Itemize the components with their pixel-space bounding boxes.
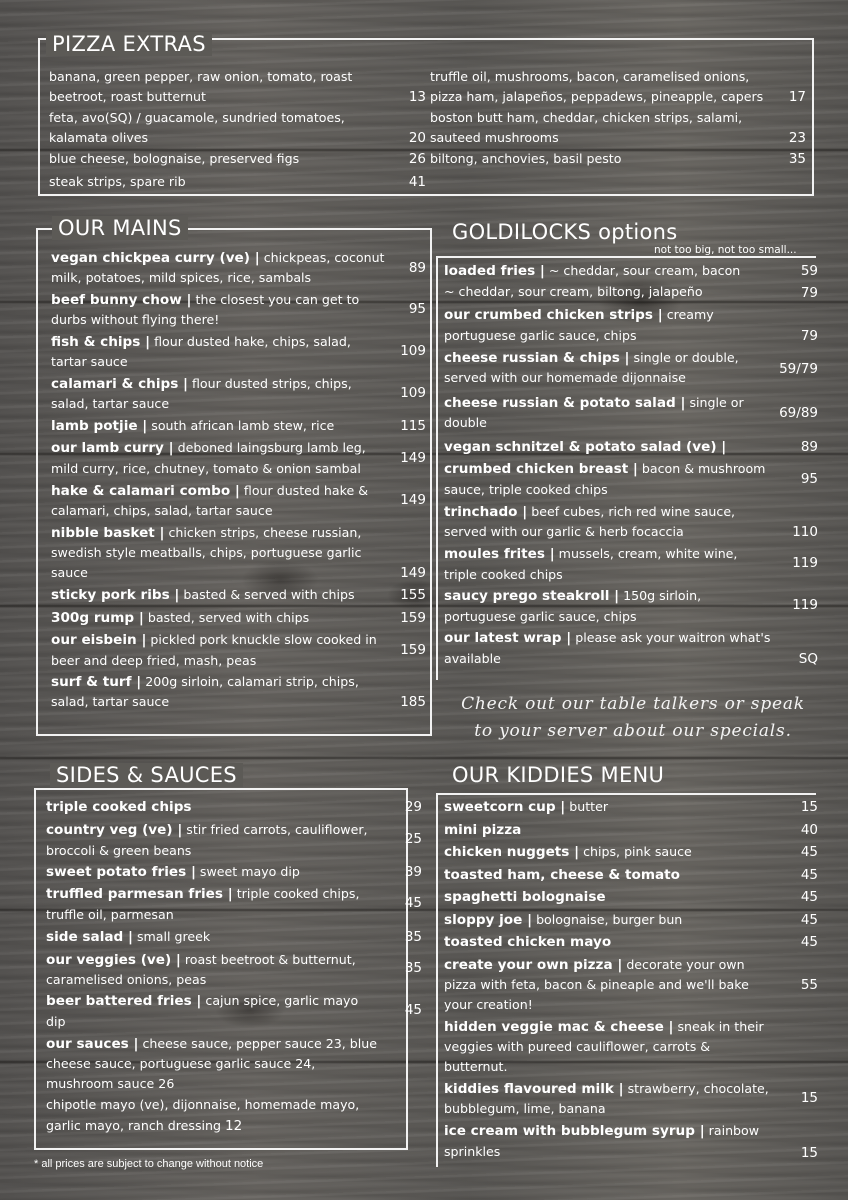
price: 35	[404, 929, 422, 945]
price: 59	[800, 263, 818, 279]
price: 15	[800, 1090, 818, 1106]
price: 23	[788, 130, 806, 146]
kiddies-vrule	[436, 793, 438, 1167]
specials-note-line2: to your server about our specials.	[474, 721, 792, 741]
price: 45	[404, 895, 422, 911]
sides-title: SIDES & SAUCES	[50, 763, 243, 787]
price: 26	[408, 151, 426, 167]
price: 119	[792, 597, 818, 613]
goldilocks-rule	[436, 256, 816, 258]
price: 35	[404, 960, 422, 976]
price: 55	[800, 977, 818, 993]
mains-title: OUR MAINS	[52, 216, 188, 240]
price: 109	[400, 385, 426, 401]
price: 159	[400, 610, 426, 626]
price: 20	[408, 130, 426, 146]
price: 15	[800, 1145, 818, 1161]
price: 45	[800, 867, 818, 883]
price: 119	[792, 555, 818, 571]
pizza-extras-title: PIZZA EXTRAS	[46, 32, 212, 56]
price: 115	[400, 418, 426, 434]
price-footnote: * all prices are subject to change without notice	[34, 1158, 264, 1170]
price: 45	[800, 934, 818, 950]
price: 89	[408, 260, 426, 276]
price: 45	[800, 912, 818, 928]
price: 159	[400, 642, 426, 658]
price: 95	[408, 301, 426, 317]
price: 29	[404, 799, 422, 815]
specials-note-line1: Check out our table talkers or speak	[461, 694, 805, 714]
price: 109	[400, 343, 426, 359]
price: 69/89	[779, 405, 818, 421]
price: 39	[404, 864, 422, 880]
price: 149	[400, 492, 426, 508]
price: 13	[408, 89, 426, 105]
kiddies-rule	[436, 793, 816, 795]
price: 59/79	[779, 361, 818, 377]
price: 149	[400, 450, 426, 466]
price: 45	[800, 889, 818, 905]
price: 79	[800, 285, 818, 301]
goldilocks-subtitle: not too big, not too small...	[654, 244, 797, 256]
price: 45	[800, 844, 818, 860]
price: 17	[788, 89, 806, 105]
price: 45	[404, 1002, 422, 1018]
goldilocks-vrule	[436, 256, 438, 680]
price: 40	[800, 822, 818, 838]
price: 95	[800, 471, 818, 487]
price: 149	[400, 565, 426, 581]
price: 35	[788, 151, 806, 167]
price: SQ	[798, 651, 818, 667]
goldilocks-title: GOLDILOCKS options	[452, 220, 678, 244]
price: 155	[400, 587, 426, 603]
price: 41	[408, 174, 426, 190]
price: 25	[404, 831, 422, 847]
price: 89	[800, 439, 818, 455]
price: 15	[800, 799, 818, 815]
price: 185	[400, 694, 426, 710]
price: 79	[800, 328, 818, 344]
price: 110	[792, 524, 818, 540]
kiddies-title: OUR KIDDIES MENU	[452, 763, 665, 787]
